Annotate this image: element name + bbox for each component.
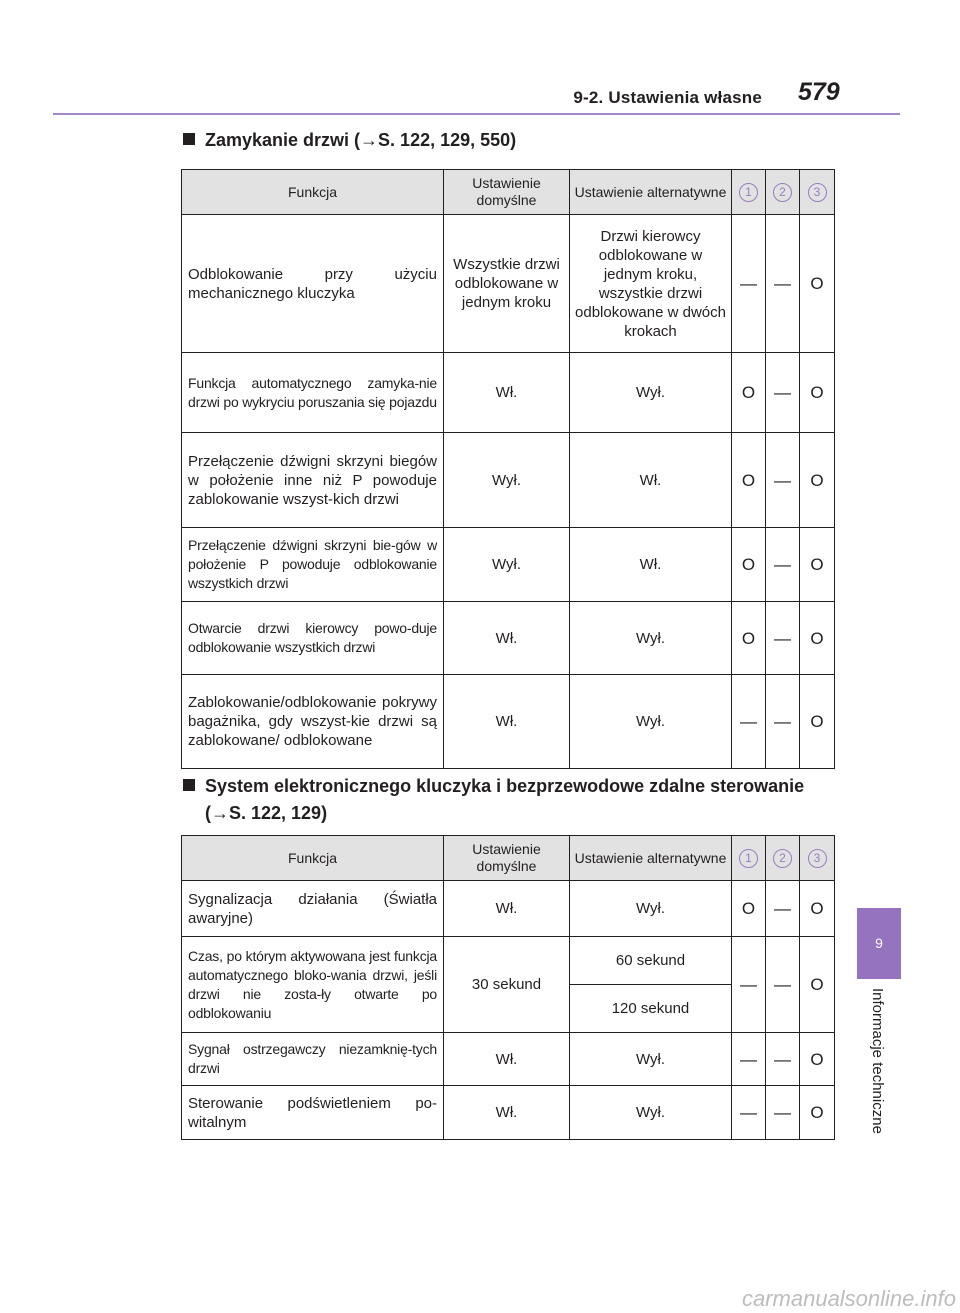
- smart-key-table: [181, 835, 835, 1140]
- default-cell: Wł.: [444, 881, 570, 937]
- mark-cell: —: [766, 675, 800, 769]
- mark-cell: O: [800, 937, 835, 1033]
- default-cell: 30 sekund: [444, 937, 570, 1033]
- circled-number-2-icon: 2: [773, 849, 792, 868]
- function-cell: Czas, po którym aktywowana jest funkcja automatycznego bloko-wania drzwi, jeśli drzwi nie zosta-ły otwarte po odblokowaniu: [182, 937, 444, 1033]
- table-row: [182, 215, 835, 353]
- function-cell: Funkcja automatycznego zamyka-nie drzwi po wykryciu poruszania się pojazdu: [182, 353, 444, 433]
- alternative-cell: 120 sekund: [570, 985, 732, 1033]
- mark-cell: O: [732, 353, 766, 433]
- default-cell: Wszystkie drzwi odblokowane w jednym kroku: [444, 215, 570, 353]
- alternative-cell: Drzwi kierowcy odblokowane w jednym kroku, wszystkie drzwi odblokowane w dwóch krokach: [570, 215, 732, 353]
- section-heading-text: System elektronicznego kluczyka i bezprzewodowe zdalne sterowanie: [205, 776, 805, 796]
- mark-cell: —: [766, 937, 800, 1033]
- section-header: 9-2. Ustawienia własne: [573, 88, 762, 107]
- col-header-1: [732, 170, 766, 215]
- mark-cell: O: [800, 528, 835, 602]
- mark-cell: O: [732, 528, 766, 602]
- mark-cell: O: [732, 433, 766, 528]
- mark-cell: —: [732, 937, 766, 1033]
- function-cell: Otwarcie drzwi kierowcy powo-duje odblokowanie wszystkich drzwi: [182, 602, 444, 675]
- mark-cell: —: [766, 881, 800, 937]
- alternative-cell: Wył.: [570, 602, 732, 675]
- default-cell: Wł.: [444, 1033, 570, 1086]
- mark-cell: —: [766, 215, 800, 353]
- table-row: [182, 602, 835, 675]
- col-header-3: [800, 170, 835, 215]
- mark-cell: —: [766, 528, 800, 602]
- section-heading-text: Zamykanie drzwi (→S. 122, 129, 550): [205, 130, 517, 150]
- alternative-cell: Wył.: [570, 1033, 732, 1086]
- function-cell: Odblokowanie przy użyciu mechanicznego kluczyka: [182, 215, 444, 353]
- watermark: carmanualsonline.info: [741, 1286, 956, 1311]
- col-header-default: Ustawienie domyślne: [444, 836, 570, 881]
- col-header-1: [732, 836, 766, 881]
- col-header-function: Funkcja: [182, 170, 444, 215]
- table-row: [182, 881, 835, 937]
- square-bullet-icon: [183, 133, 195, 145]
- mark-cell: O: [732, 881, 766, 937]
- mark-cell: O: [800, 881, 835, 937]
- circled-number-3-icon: 3: [808, 183, 827, 202]
- chapter-label: Informacje techniczne: [869, 988, 886, 1134]
- header-divider: [53, 113, 900, 115]
- mark-cell: —: [732, 215, 766, 353]
- mark-cell: O: [800, 433, 835, 528]
- circled-number-1-icon: 1: [739, 183, 758, 202]
- table-row: [182, 1033, 835, 1086]
- mark-cell: —: [766, 1033, 800, 1086]
- col-header-2: [766, 170, 800, 215]
- col-header-default: Ustawienie domyślne: [444, 170, 570, 215]
- default-cell: Wył.: [444, 433, 570, 528]
- mark-cell: —: [732, 1086, 766, 1140]
- alternative-cell: Wył.: [570, 353, 732, 433]
- mark-cell: O: [800, 1033, 835, 1086]
- chapter-tab[interactable]: 9: [857, 908, 901, 979]
- mark-cell: —: [766, 353, 800, 433]
- mark-cell: O: [800, 353, 835, 433]
- function-cell: Sygnalizacja działania (Światła awaryjne): [182, 881, 444, 937]
- col-header-2: [766, 836, 800, 881]
- alternative-cell: Wył.: [570, 675, 732, 769]
- table-header-row: [182, 170, 835, 215]
- circled-number-2-icon: 2: [773, 183, 792, 202]
- door-locking-table: [181, 169, 835, 769]
- mark-cell: O: [800, 1086, 835, 1140]
- function-cell: Sterowanie podświetleniem po-witalnym: [182, 1086, 444, 1140]
- col-header-alternative: Ustawienie alternatywne: [570, 836, 732, 881]
- function-cell: Zablokowanie/odblokowanie pokrywy bagażnika, gdy wszyst-kie drzwi są zablokowane/ odblokowane: [182, 675, 444, 769]
- section-heading-door-locking: [183, 127, 516, 154]
- mark-cell: O: [800, 675, 835, 769]
- mark-cell: O: [732, 602, 766, 675]
- function-cell: Sygnał ostrzegawczy niezamknię-tych drzwi: [182, 1033, 444, 1086]
- table-row: [182, 433, 835, 528]
- table-row: [182, 353, 835, 433]
- default-cell: Wł.: [444, 1086, 570, 1140]
- circled-number-3-icon: 3: [808, 849, 827, 868]
- section-heading-smart-key: [183, 773, 804, 800]
- table-header-row: [182, 836, 835, 881]
- default-cell: Wł.: [444, 353, 570, 433]
- mark-cell: O: [800, 215, 835, 353]
- default-cell: Wł.: [444, 675, 570, 769]
- mark-cell: —: [766, 1086, 800, 1140]
- circled-number-1-icon: 1: [739, 849, 758, 868]
- alternative-cell: Wł.: [570, 433, 732, 528]
- alternative-cell: 60 sekund: [570, 937, 732, 985]
- table-row: [182, 528, 835, 602]
- table-row: [182, 937, 835, 985]
- alternative-cell: Wył.: [570, 1086, 732, 1140]
- col-header-3: [800, 836, 835, 881]
- col-header-function: Funkcja: [182, 836, 444, 881]
- mark-cell: —: [766, 433, 800, 528]
- default-cell: Wł.: [444, 602, 570, 675]
- function-cell: Przełączenie dźwigni skrzyni biegów w położenie inne niż P powoduje zablokowanie wszyst-kich drzwi: [182, 433, 444, 528]
- section-heading-reference: (→S. 122, 129): [205, 803, 328, 823]
- function-cell: Przełączenie dźwigni skrzyni bie-gów w położenie P powoduje odblokowanie wszystkich drzwi: [182, 528, 444, 602]
- mark-cell: —: [732, 1033, 766, 1086]
- square-bullet-icon: [183, 779, 195, 791]
- alternative-cell: Wył.: [570, 881, 732, 937]
- table-row: [182, 675, 835, 769]
- mark-cell: O: [800, 602, 835, 675]
- default-cell: Wył.: [444, 528, 570, 602]
- mark-cell: —: [732, 675, 766, 769]
- mark-cell: —: [766, 602, 800, 675]
- page-number: 579: [798, 78, 840, 106]
- alternative-cell: Wł.: [570, 528, 732, 602]
- table-row: [182, 1086, 835, 1140]
- col-header-alternative: Ustawienie alternatywne: [570, 170, 732, 215]
